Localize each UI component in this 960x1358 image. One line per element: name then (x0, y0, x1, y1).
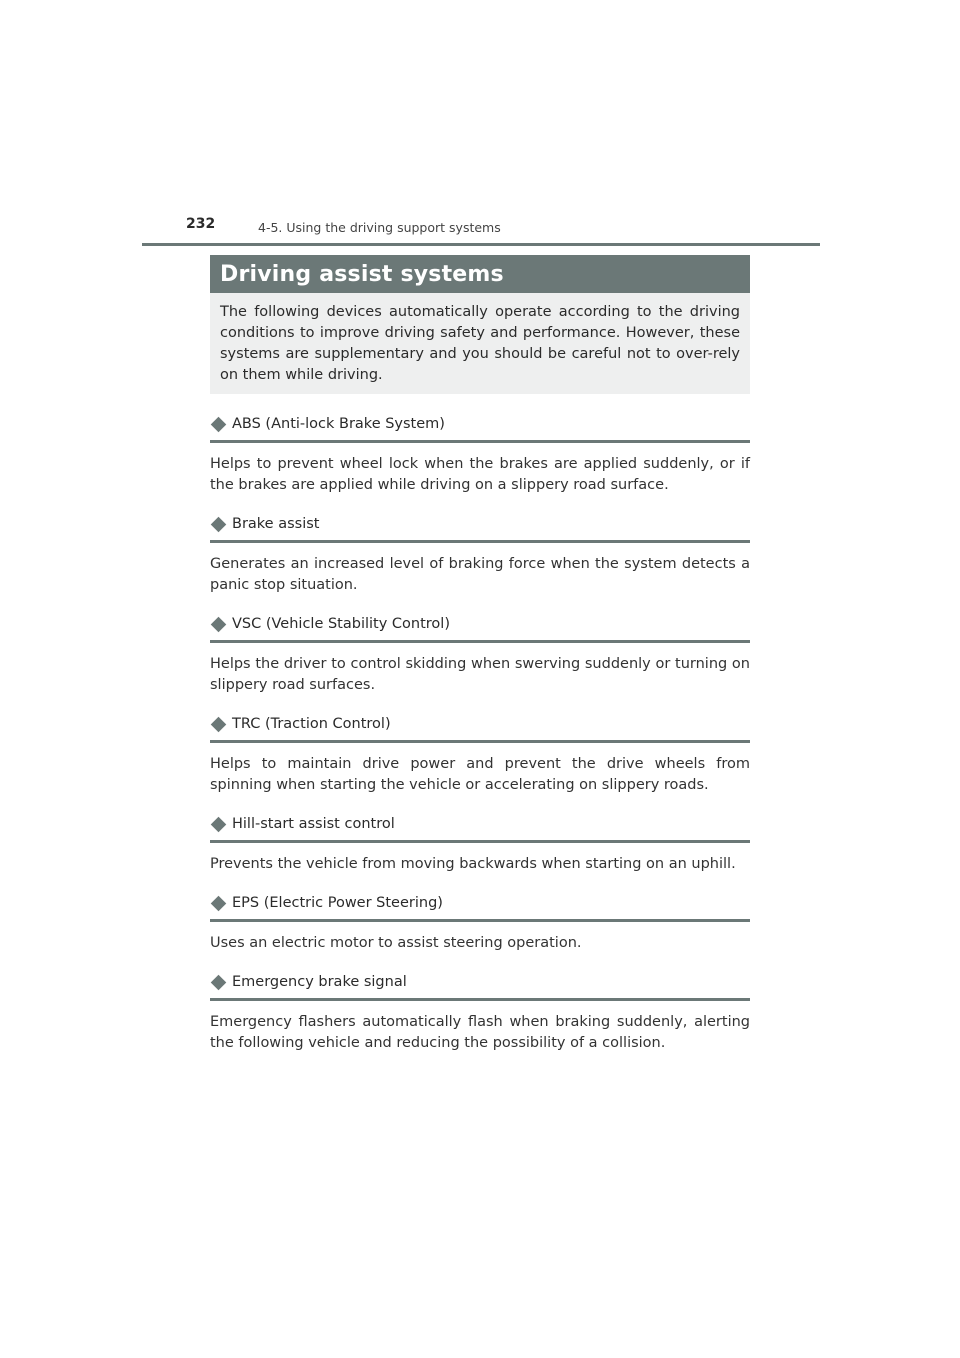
section-brake-assist (210, 514, 750, 596)
section-heading (210, 414, 750, 443)
section-vsc (210, 614, 750, 696)
diamond-icon (211, 974, 227, 990)
section-heading (210, 714, 750, 743)
page-number: 232 (186, 216, 216, 232)
diamond-icon (211, 516, 227, 532)
intro-text: The following devices automatically operate according to the driving conditions to improve driving safety and performance. However, these systems are supplementary and you should be careful not to over-rely on them while driving. (210, 293, 750, 394)
section-body: Helps the driver to control skidding when swerving suddenly or turning on slippery road surfaces. (210, 656, 750, 693)
section-heading (210, 893, 750, 922)
diamond-icon (211, 616, 227, 632)
section-abs (210, 414, 750, 496)
section-heading (210, 514, 750, 543)
diamond-icon (211, 716, 227, 732)
section-eps (210, 893, 750, 954)
diamond-icon (211, 895, 227, 911)
section-body: Helps to maintain drive power and prevent the drive wheels from spinning when starting the vehicle or accelerating on slippery roads. (210, 756, 750, 793)
diamond-icon (211, 416, 227, 432)
page-content (210, 255, 750, 1054)
section-heading (210, 814, 750, 843)
section-heading-text: EPS (Electric Power Steering) (232, 895, 443, 911)
header-rule (142, 243, 820, 246)
section-heading-text: Emergency brake signal (232, 974, 407, 990)
section-heading (210, 614, 750, 643)
section-body: Helps to prevent wheel lock when the brakes are applied suddenly, or if the brakes are applied while driving on a slippery road surface. (210, 456, 750, 493)
section-heading-text: ABS (Anti-lock Brake System) (232, 416, 445, 432)
page-title: Driving assist systems (210, 255, 750, 293)
section-body: Generates an increased level of braking force when the system detects a panic stop situation. (210, 556, 750, 593)
section-heading-text: VSC (Vehicle Stability Control) (232, 616, 450, 632)
section-trc (210, 714, 750, 796)
section-heading-text: Brake assist (232, 516, 320, 532)
section-heading (210, 972, 750, 1001)
section-body: Prevents the vehicle from moving backwards when starting on an uphill. (210, 856, 736, 872)
section-body: Uses an electric motor to assist steering operation. (210, 935, 582, 951)
section-emergency-brake-signal (210, 972, 750, 1054)
section-heading-text: Hill-start assist control (232, 816, 395, 832)
diamond-icon (211, 816, 227, 832)
section-hill-start-assist (210, 814, 750, 875)
section-heading-text: TRC (Traction Control) (232, 716, 391, 732)
running-header: 4-5. Using the driving support systems (258, 220, 501, 235)
section-body: Emergency flashers automatically flash when braking suddenly, alerting the following vehicle and reducing the possibility of a collision. (210, 1014, 750, 1051)
